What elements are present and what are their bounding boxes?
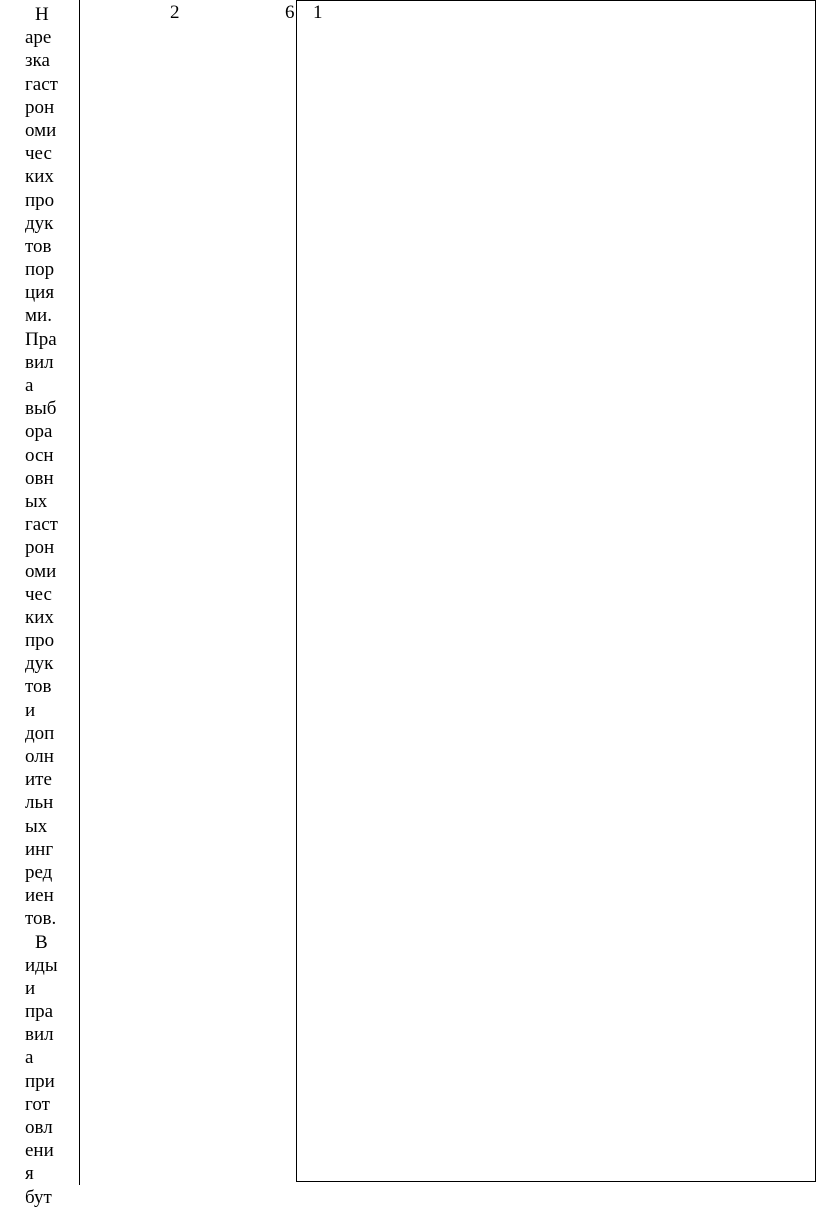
column-4-cell: 1 bbox=[313, 2, 323, 23]
topic-line: аре bbox=[25, 27, 52, 49]
topic-line: ких bbox=[25, 606, 54, 628]
topic-line: осн bbox=[25, 444, 54, 466]
topic-line: чес bbox=[25, 583, 52, 605]
topic-line: дук bbox=[25, 212, 54, 234]
topic-line: ых bbox=[25, 490, 48, 512]
topic-line: овн bbox=[25, 467, 54, 489]
topic-line: выб bbox=[25, 398, 57, 420]
topic-line: дук bbox=[25, 653, 54, 675]
topic-line: чес bbox=[25, 143, 52, 165]
topic-line: оми bbox=[25, 560, 57, 582]
topic-line: ми. bbox=[25, 305, 52, 327]
topic-line: льн bbox=[25, 792, 54, 814]
topic-line: иды bbox=[25, 954, 58, 976]
topic-line: инг bbox=[25, 838, 54, 860]
topic-line: ора bbox=[25, 421, 53, 443]
topic-line: В bbox=[35, 931, 48, 953]
topic-line: ция bbox=[25, 282, 55, 304]
topic-line: и bbox=[25, 699, 36, 721]
topic-line: тов bbox=[25, 235, 52, 257]
topic-line: бут bbox=[25, 1186, 52, 1208]
topic-line: а bbox=[25, 375, 34, 396]
topic-line: я bbox=[25, 1163, 34, 1185]
topic-line: Пра bbox=[25, 328, 57, 350]
column-3-cell: 6 bbox=[285, 2, 295, 23]
topic-line: гаст bbox=[25, 514, 58, 536]
table-top-border bbox=[296, 0, 816, 1]
topic-line: пра bbox=[25, 1001, 54, 1023]
topic-line: оми bbox=[25, 119, 57, 141]
topic-line: ких bbox=[25, 166, 54, 188]
lesson-topic-cell bbox=[25, 3, 73, 1209]
topic-line: зка bbox=[25, 50, 50, 72]
table-bottom-border bbox=[296, 1181, 816, 1182]
topic-line: овл bbox=[25, 1117, 53, 1138]
hours-cell: 2 bbox=[170, 2, 180, 23]
topic-line: а bbox=[25, 1047, 34, 1069]
topic-line: про bbox=[25, 189, 55, 211]
topic-line: вил bbox=[25, 1024, 54, 1046]
topic-line: при bbox=[25, 1070, 55, 1092]
topic-line: и bbox=[25, 977, 36, 999]
topic-line: про bbox=[25, 630, 55, 652]
topic-line: иен bbox=[25, 885, 54, 907]
column-divider-1 bbox=[79, 0, 80, 1185]
topic-line: тов. bbox=[25, 908, 57, 930]
topic-line: рон bbox=[25, 96, 55, 118]
topic-line: пор bbox=[25, 259, 55, 281]
topic-line: гот bbox=[25, 1093, 50, 1115]
topic-line: вил bbox=[25, 351, 54, 373]
topic-line: олн bbox=[25, 746, 54, 767]
topic-line: доп bbox=[25, 722, 55, 744]
topic-line: ите bbox=[25, 769, 52, 791]
topic-line: ени bbox=[25, 1140, 54, 1162]
column-divider-2 bbox=[296, 0, 297, 1182]
topic-line: ред bbox=[25, 861, 53, 883]
topic-line: рон bbox=[25, 537, 55, 559]
topic-line: Н bbox=[35, 4, 49, 25]
topic-line: ых bbox=[25, 815, 48, 837]
topic-line: тов bbox=[25, 676, 52, 698]
topic-line: гаст bbox=[25, 73, 58, 95]
